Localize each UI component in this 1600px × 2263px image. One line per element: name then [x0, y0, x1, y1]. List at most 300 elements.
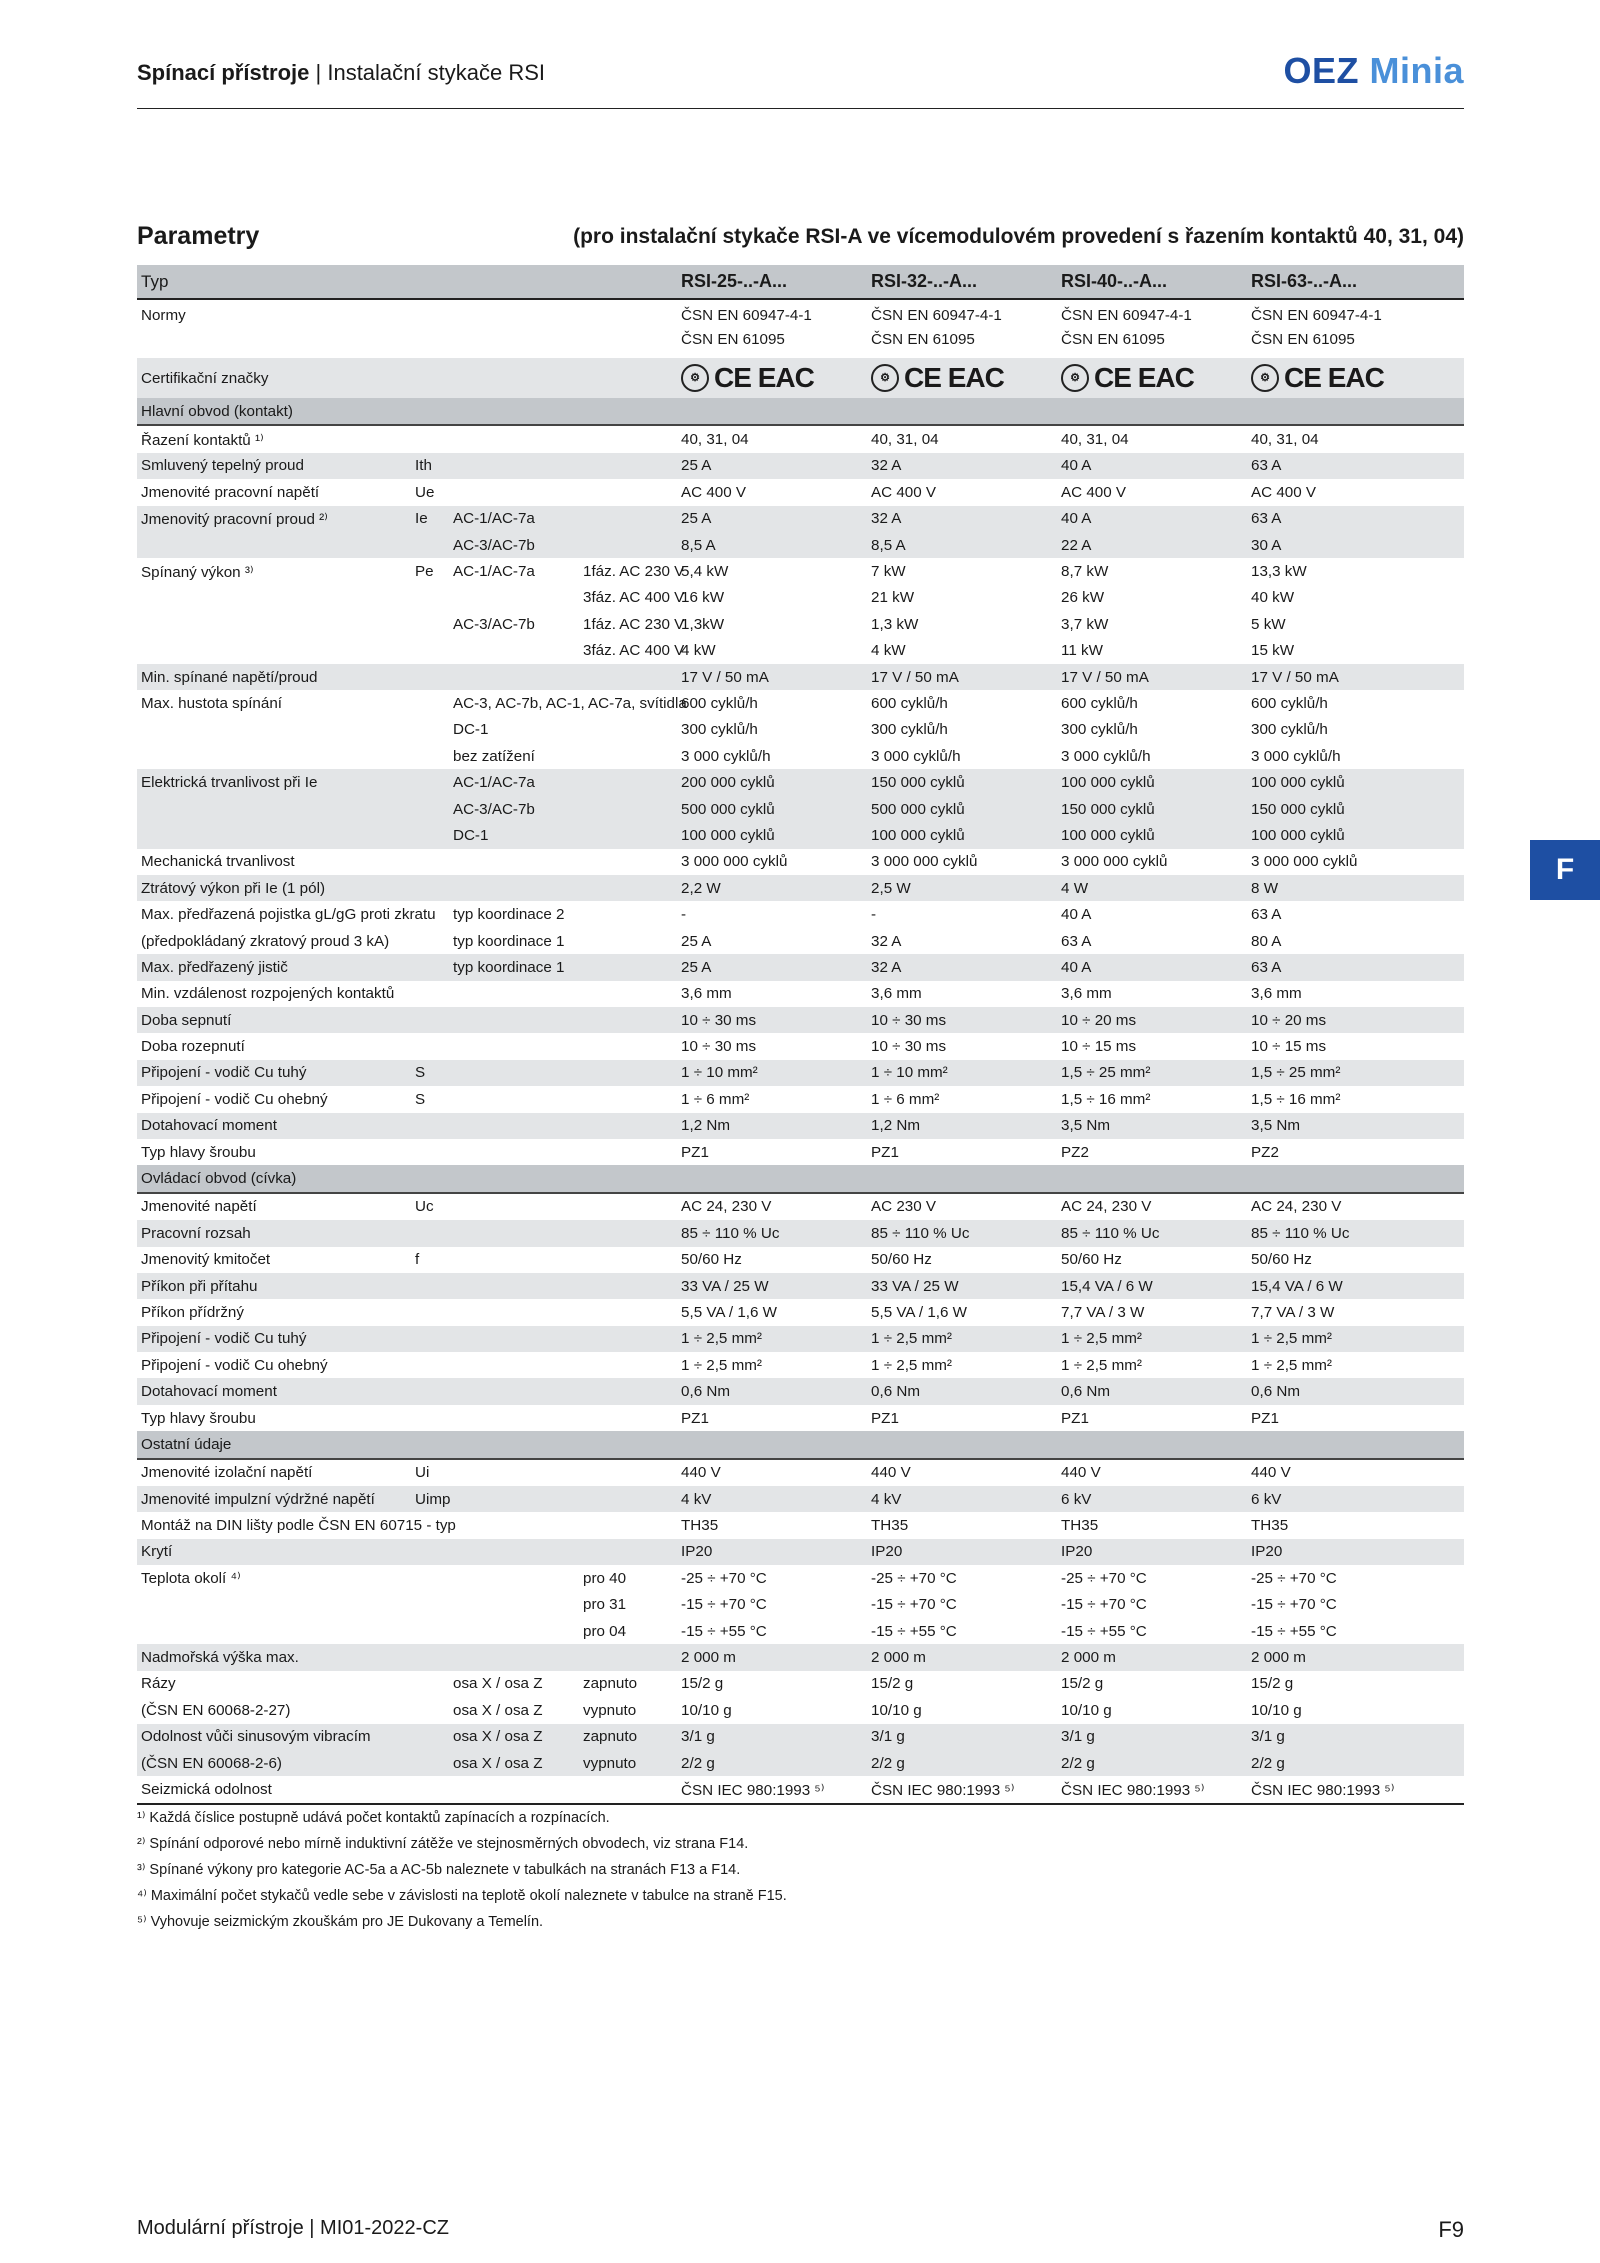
param-subcondition	[579, 1113, 677, 1139]
param-symbol	[411, 1697, 449, 1723]
value-col-1: PZ1	[871, 1409, 899, 1427]
param-condition	[449, 1273, 579, 1299]
value-col-2: 440 V	[1061, 1464, 1101, 1482]
value-col-0: 25 A	[681, 932, 712, 950]
param-condition: typ koordinace 2	[453, 906, 565, 924]
header-label-typ: Typ	[137, 265, 677, 299]
param-symbol	[411, 638, 449, 664]
param-symbol: Uimp	[411, 1486, 449, 1512]
param-subcondition	[579, 822, 677, 848]
param-subcondition: vypnuto	[583, 1701, 637, 1719]
param-name	[137, 1618, 411, 1644]
table-row	[137, 1776, 1464, 1803]
param-name: Odolnost vůči sinusovým vibracím	[137, 1724, 411, 1750]
param-condition: bez zatížení	[453, 747, 535, 765]
value-col-3: 1 ÷ 2,5 mm²	[1247, 1326, 1464, 1352]
table-row	[137, 1565, 1464, 1591]
value-col-2: 7,7 VA / 3 W	[1061, 1303, 1145, 1321]
param-subcondition	[579, 769, 677, 795]
value-col-3: 7,7 VA / 3 W	[1251, 1303, 1335, 1321]
param-subcondition: 3fáz. AC 400 V	[583, 642, 685, 660]
value-col-2: IP20	[1057, 1539, 1247, 1565]
value-col-0: -15 ÷ +70 °C	[681, 1596, 767, 1614]
value-col-2: PZ2	[1061, 1143, 1089, 1161]
value-col-0: 16 kW	[681, 589, 725, 607]
param-symbol	[411, 717, 449, 743]
footnote-5: ⁵⁾ Vyhovuje seizmickým zkouškám pro JE Dukovany a Temelín.	[137, 1914, 544, 1930]
value-col-0: 25 A	[677, 954, 867, 980]
param-name: Montáž na DIN lišty podle ČSN EN 60715 - typ	[141, 1517, 456, 1535]
value-col-0: TH35	[681, 1517, 719, 1535]
value-col-0: 85 ÷ 110 % Uc	[677, 1220, 867, 1246]
value-col-2: ČSN EN 60947-4-1 ČSN EN 61095	[1061, 307, 1192, 348]
value-col-3: 150 000 cyklů	[1247, 796, 1464, 822]
param-subcondition: 1fáz. AC 230 V	[583, 615, 685, 633]
esc-certification-icon: ⚙	[871, 364, 899, 392]
table-row	[137, 1724, 1464, 1750]
param-name: (ČSN EN 60068-2-27)	[141, 1701, 291, 1719]
param-name: Řazení kontaktů ¹⁾	[141, 431, 264, 449]
value-col-3: AC 400 V	[1251, 483, 1317, 501]
value-col-3: 1,5 ÷ 25 mm²	[1247, 1060, 1464, 1086]
param-subcondition	[579, 358, 677, 398]
value-col-0: 1 ÷ 2,5 mm²	[677, 1326, 867, 1352]
value-col-0: 25 A	[677, 453, 867, 479]
param-symbol	[411, 1724, 449, 1750]
param-condition	[449, 1644, 579, 1670]
param-subcondition	[579, 954, 677, 980]
param-name: Min. spínané napětí/proud	[137, 664, 411, 690]
value-col-0: 1 ÷ 2,5 mm²	[681, 1356, 762, 1374]
param-subcondition	[579, 1459, 677, 1486]
table-row	[137, 1486, 1464, 1512]
certification-icons	[681, 362, 814, 394]
table-row	[137, 1592, 1464, 1618]
param-condition	[449, 1247, 579, 1273]
param-name: Jmenovité napětí	[141, 1198, 257, 1216]
header-divider	[137, 108, 1464, 109]
param-name: Smluvený tepelný proud	[137, 453, 411, 479]
section-subtitle: (pro instalační stykače RSI-A ve vícemodulovém provedení s řazením kontaktů 40, 31, 04)	[573, 225, 1464, 248]
value-col-1: 3/1 g	[867, 1724, 1057, 1750]
value-col-2: 10/10 g	[1061, 1701, 1112, 1719]
value-col-3: IP20	[1247, 1539, 1464, 1565]
param-subcondition	[579, 1007, 677, 1033]
param-subcondition	[579, 1220, 677, 1246]
value-col-2: 85 ÷ 110 % Uc	[1057, 1220, 1247, 1246]
value-col-0: 1,3kW	[681, 615, 725, 633]
footnotes	[137, 1805, 787, 1935]
value-col-1: 1 ÷ 10 mm²	[867, 1060, 1057, 1086]
param-symbol	[411, 1139, 449, 1165]
value-col-0: 0,6 Nm	[677, 1378, 867, 1404]
param-symbol	[411, 690, 449, 716]
param-symbol	[411, 1618, 449, 1644]
value-col-1: 4 kV	[867, 1486, 1057, 1512]
param-condition	[449, 1459, 579, 1486]
value-col-2: 10 ÷ 20 ms	[1057, 1007, 1247, 1033]
value-col-3: TH35	[1251, 1517, 1289, 1535]
value-col-2: 50/60 Hz	[1061, 1251, 1122, 1269]
param-condition	[449, 1405, 579, 1431]
value-col-1: 15/2 g	[871, 1675, 914, 1693]
value-col-3: 2/2 g	[1247, 1750, 1464, 1776]
value-col-1: 2/2 g	[867, 1750, 1057, 1776]
cert-marks-2	[1057, 358, 1247, 398]
value-col-2: 63 A	[1061, 932, 1092, 950]
param-symbol: Ie	[411, 506, 449, 532]
param-name: Normy	[141, 307, 186, 324]
table-row	[137, 1352, 1464, 1378]
chapter-tab: F	[1530, 840, 1600, 900]
param-condition	[449, 875, 579, 901]
param-condition	[449, 1539, 579, 1565]
page-header-title: Spínací přístroje | Instalační stykače RSI	[137, 60, 545, 85]
value-col-0: 500 000 cyklů	[677, 796, 867, 822]
value-col-0: 3,6 mm	[681, 985, 732, 1003]
param-name: Teplota okolí ⁴⁾	[141, 1570, 241, 1588]
value-col-3: 1 ÷ 2,5 mm²	[1251, 1356, 1332, 1374]
param-name	[137, 822, 411, 848]
param-subcondition	[579, 1326, 677, 1352]
param-symbol	[411, 875, 449, 901]
value-col-2: AC 24, 230 V	[1061, 1198, 1152, 1216]
logo-oez: OEZ	[1283, 50, 1359, 91]
param-name: Elektrická trvanlivost při Ie	[137, 769, 411, 795]
param-symbol	[411, 1352, 449, 1378]
value-col-1: 10 ÷ 30 ms	[867, 1007, 1057, 1033]
header-title-rest: Instalační stykače RSI	[327, 60, 545, 85]
param-subcondition	[579, 1378, 677, 1404]
param-name: Typ hlavy šroubu	[141, 1409, 256, 1427]
value-col-0: 8,5 A	[677, 532, 867, 558]
value-col-0: 4 kW	[681, 642, 716, 660]
param-name: Jmenovité pracovní napětí	[141, 483, 320, 501]
value-col-3: 3 000 cyklů/h	[1251, 747, 1341, 765]
param-subcondition	[579, 743, 677, 769]
param-subcondition	[579, 717, 677, 743]
section-title: Parametry	[137, 222, 260, 250]
value-col-2: 1,5 ÷ 25 mm²	[1057, 1060, 1247, 1086]
table-row	[137, 1273, 1464, 1299]
value-col-2: 3/1 g	[1057, 1724, 1247, 1750]
param-condition	[449, 1352, 579, 1378]
certification-icons	[1251, 362, 1384, 394]
param-condition	[449, 479, 579, 505]
param-condition: AC-1/AC-7a	[449, 506, 579, 532]
param-symbol	[411, 796, 449, 822]
param-condition	[449, 1378, 579, 1404]
param-condition	[449, 1486, 579, 1512]
value-col-1: 40, 31, 04	[871, 431, 939, 449]
param-subcondition	[579, 1352, 677, 1378]
param-condition	[449, 1512, 579, 1538]
param-subcondition	[579, 425, 677, 452]
table-row	[137, 954, 1464, 980]
table-row	[137, 822, 1464, 848]
value-col-2: 3,6 mm	[1061, 985, 1112, 1003]
param-condition: typ koordinace 1	[453, 932, 565, 950]
param-name	[137, 585, 411, 611]
param-condition	[449, 1193, 579, 1220]
value-col-0: 3 000 000 cyklů	[681, 853, 788, 871]
cert-marks-1	[867, 358, 1057, 398]
value-col-3: 80 A	[1251, 932, 1282, 950]
value-col-3: -15 ÷ +55 °C	[1251, 1622, 1337, 1640]
param-condition: AC-3/AC-7b	[453, 615, 535, 633]
param-condition	[449, 453, 579, 479]
value-col-1: 21 kW	[871, 589, 915, 607]
param-subcondition: zapnuto	[583, 1675, 638, 1693]
ce-eac-marks-icon: CE EAC	[1284, 362, 1384, 393]
value-col-0: 40, 31, 04	[681, 431, 749, 449]
value-col-2: 11 kW	[1061, 642, 1103, 660]
header-title-bold: Spínací přístroje	[137, 60, 310, 85]
value-col-2: AC 400 V	[1061, 483, 1127, 501]
param-condition	[449, 1033, 579, 1059]
value-col-1: -	[871, 906, 877, 924]
param-condition	[449, 1060, 579, 1086]
param-symbol	[411, 532, 449, 558]
param-condition: AC-1/AC-7a	[453, 563, 535, 581]
param-condition	[449, 981, 579, 1007]
param-symbol	[411, 358, 449, 398]
value-col-3: 6 kV	[1247, 1486, 1464, 1512]
table-row	[137, 717, 1464, 743]
param-symbol	[411, 1405, 449, 1431]
table-row	[137, 638, 1464, 664]
param-subcondition	[579, 901, 677, 927]
value-col-2: -15 ÷ +70 °C	[1061, 1596, 1147, 1614]
value-col-1: 4 kW	[871, 642, 906, 660]
param-name	[137, 796, 411, 822]
table-row	[137, 358, 1464, 398]
param-symbol	[411, 1007, 449, 1033]
section-label: Ovládací obvod (cívka)	[137, 1165, 1464, 1192]
param-subcondition	[579, 875, 677, 901]
param-subcondition	[579, 796, 677, 822]
value-col-3: 10 ÷ 15 ms	[1251, 1038, 1327, 1056]
param-symbol	[411, 1644, 449, 1670]
value-col-3: 15 kW	[1251, 642, 1295, 660]
value-col-3: 10/10 g	[1251, 1701, 1302, 1719]
value-col-0: 1 ÷ 6 mm²	[681, 1090, 750, 1108]
value-col-2: 3,5 Nm	[1057, 1113, 1247, 1139]
param-symbol: Ui	[415, 1464, 430, 1482]
cert-marks-0	[677, 358, 867, 398]
value-col-0: 10 ÷ 30 ms	[677, 1007, 867, 1033]
table-row	[137, 585, 1464, 611]
certification-icons	[871, 362, 1004, 394]
param-symbol	[411, 1539, 449, 1565]
param-symbol	[411, 1033, 449, 1059]
value-col-2: 600 cyklů/h	[1061, 694, 1138, 712]
section-label: Hlavní obvod (kontakt)	[137, 398, 1464, 425]
logo-minia: Minia	[1369, 50, 1464, 91]
param-condition: typ koordinace 1	[449, 954, 579, 980]
param-name: Jmenovité izolační napětí	[141, 1464, 313, 1482]
value-col-1: 500 000 cyklů	[867, 796, 1057, 822]
header-col-0: RSI-25-..-A...	[677, 265, 867, 299]
table-row	[137, 1007, 1464, 1033]
param-symbol	[411, 1750, 449, 1776]
value-col-3: 0,6 Nm	[1247, 1378, 1464, 1404]
value-col-1: 1,3 kW	[871, 615, 919, 633]
param-symbol	[411, 1299, 449, 1325]
param-subcondition	[579, 1060, 677, 1086]
param-name: Připojení - vodič Cu ohebný	[141, 1356, 328, 1374]
header-col-1: RSI-32-..-A...	[867, 265, 1057, 299]
value-col-3: 15,4 VA / 6 W	[1247, 1273, 1464, 1299]
value-col-1: 33 VA / 25 W	[867, 1273, 1057, 1299]
value-col-0: -	[681, 906, 687, 924]
param-symbol	[411, 664, 449, 690]
value-col-0: 33 VA / 25 W	[677, 1273, 867, 1299]
value-col-3: -25 ÷ +70 °C	[1251, 1569, 1337, 1587]
param-subcondition	[579, 1299, 677, 1325]
footnote-3: ³⁾ Spínané výkony pro kategorie AC-5a a AC-5b naleznete v tabulkách na stranách F13 a F14.	[137, 1862, 741, 1878]
value-col-2: -25 ÷ +70 °C	[1061, 1569, 1147, 1587]
param-name: Připojení - vodič Cu tuhý	[137, 1060, 411, 1086]
param-subcondition	[579, 981, 677, 1007]
value-col-0: 17 V / 50 mA	[677, 664, 867, 690]
param-subcondition	[579, 1512, 677, 1538]
table-row	[137, 299, 1464, 358]
param-subcondition: pro 40	[583, 1569, 627, 1587]
param-name: Připojení - vodič Cu ohebný	[141, 1090, 328, 1108]
table-row	[137, 1139, 1464, 1165]
param-symbol	[411, 822, 449, 848]
param-subcondition	[579, 1033, 677, 1059]
value-col-2: 17 V / 50 mA	[1057, 664, 1247, 690]
footer-left: Modulární přístroje | MI01-2022-CZ	[137, 2217, 449, 2239]
value-col-3: 600 cyklů/h	[1251, 694, 1328, 712]
param-condition	[449, 1007, 579, 1033]
value-col-1: -15 ÷ +55 °C	[871, 1622, 957, 1640]
param-condition: osa X / osa Z	[449, 1750, 579, 1776]
param-condition	[449, 1326, 579, 1352]
param-name	[137, 717, 411, 743]
table-row	[137, 796, 1464, 822]
value-col-2: 3 000 cyklů/h	[1061, 747, 1151, 765]
param-symbol	[411, 769, 449, 795]
table-row	[137, 1459, 1464, 1486]
value-col-0: IP20	[677, 1539, 867, 1565]
oez-minia-logo	[1283, 50, 1464, 92]
value-col-0: AC 24, 230 V	[681, 1198, 772, 1216]
value-col-1: TH35	[871, 1517, 909, 1535]
table-row	[137, 479, 1464, 505]
value-col-2: 300 cyklů/h	[1061, 721, 1138, 739]
table-header-row	[137, 265, 1464, 299]
value-col-3: AC 24, 230 V	[1251, 1198, 1342, 1216]
param-symbol: S	[415, 1090, 426, 1108]
table-row	[137, 1113, 1464, 1139]
value-col-1: PZ1	[871, 1143, 899, 1161]
table-row	[137, 1697, 1464, 1723]
param-symbol	[411, 743, 449, 769]
value-col-1: 3 000 000 cyklů	[871, 853, 978, 871]
table-row	[137, 1220, 1464, 1246]
page-number: F9	[1438, 2217, 1464, 2242]
param-condition	[449, 664, 579, 690]
table-row	[137, 981, 1464, 1007]
esc-certification-icon: ⚙	[681, 364, 709, 392]
value-col-1: 1,2 Nm	[867, 1113, 1057, 1139]
value-col-3: 63 A	[1247, 954, 1464, 980]
value-col-0: 200 000 cyklů	[677, 769, 867, 795]
table-row	[137, 743, 1464, 769]
value-col-3: 3,5 Nm	[1247, 1113, 1464, 1139]
param-name: Max. hustota spínání	[141, 694, 282, 712]
param-name	[137, 611, 411, 637]
value-col-2: 1,5 ÷ 16 mm²	[1061, 1090, 1151, 1108]
value-col-1: 10/10 g	[871, 1701, 922, 1719]
param-name: (ČSN EN 60068-2-6)	[137, 1750, 411, 1776]
param-condition: DC-1	[449, 822, 579, 848]
param-name: Příkon přídržný	[141, 1303, 244, 1321]
param-name: Max. předřazená pojistka gL/gG proti zkratu	[141, 906, 436, 924]
value-col-2: TH35	[1061, 1517, 1099, 1535]
param-condition	[449, 299, 579, 358]
param-name: Jmenovité impulzní výdržné napětí	[137, 1486, 411, 1512]
param-condition: AC-3, AC-7b, AC-1, AC-7a, svítidla	[453, 694, 687, 712]
table-row	[137, 1060, 1464, 1086]
value-col-1: 32 A	[867, 453, 1057, 479]
param-condition: AC-3/AC-7b	[449, 796, 579, 822]
value-col-1: 0,6 Nm	[867, 1378, 1057, 1404]
table-row	[137, 875, 1464, 901]
table-row	[137, 928, 1464, 954]
table-row	[137, 901, 1464, 927]
param-symbol: f	[415, 1251, 420, 1269]
value-col-1: 32 A	[867, 954, 1057, 980]
value-col-3: 63 A	[1247, 506, 1464, 532]
table-row	[137, 611, 1464, 637]
parameters-table	[137, 265, 1464, 1805]
param-condition	[449, 1113, 579, 1139]
value-col-3: -15 ÷ +70 °C	[1251, 1596, 1337, 1614]
value-col-3: 440 V	[1251, 1464, 1291, 1482]
param-symbol	[411, 849, 449, 875]
param-name: Min. vzdálenost rozpojených kontaktů	[141, 985, 395, 1003]
param-subcondition: pro 04	[583, 1622, 627, 1640]
param-symbol: Ue	[415, 483, 435, 501]
value-col-0: PZ1	[681, 1409, 709, 1427]
param-symbol	[411, 1565, 449, 1591]
table-row	[137, 1405, 1464, 1431]
param-symbol	[411, 1378, 449, 1404]
param-condition	[449, 585, 579, 611]
param-name: (předpokládaný zkratový proud 3 kA)	[141, 932, 390, 950]
param-condition: AC-3/AC-7b	[449, 532, 579, 558]
value-col-3: 30 A	[1247, 532, 1464, 558]
param-symbol	[411, 585, 449, 611]
param-name: Dotahovací moment	[137, 1378, 411, 1404]
table-row	[137, 1644, 1464, 1670]
param-subcondition: pro 31	[583, 1596, 627, 1614]
value-col-3: 300 cyklů/h	[1251, 721, 1328, 739]
value-col-1: 17 V / 50 mA	[867, 664, 1057, 690]
param-subcondition: zapnuto	[579, 1724, 677, 1750]
value-col-1: ČSN EN 60947-4-1 ČSN EN 61095	[871, 307, 1002, 348]
value-col-3: 10 ÷ 20 ms	[1247, 1007, 1464, 1033]
value-col-0: 5,4 kW	[681, 563, 729, 581]
table-row	[137, 506, 1464, 532]
table-row	[137, 425, 1464, 452]
param-symbol	[411, 425, 449, 452]
table-row	[137, 849, 1464, 875]
